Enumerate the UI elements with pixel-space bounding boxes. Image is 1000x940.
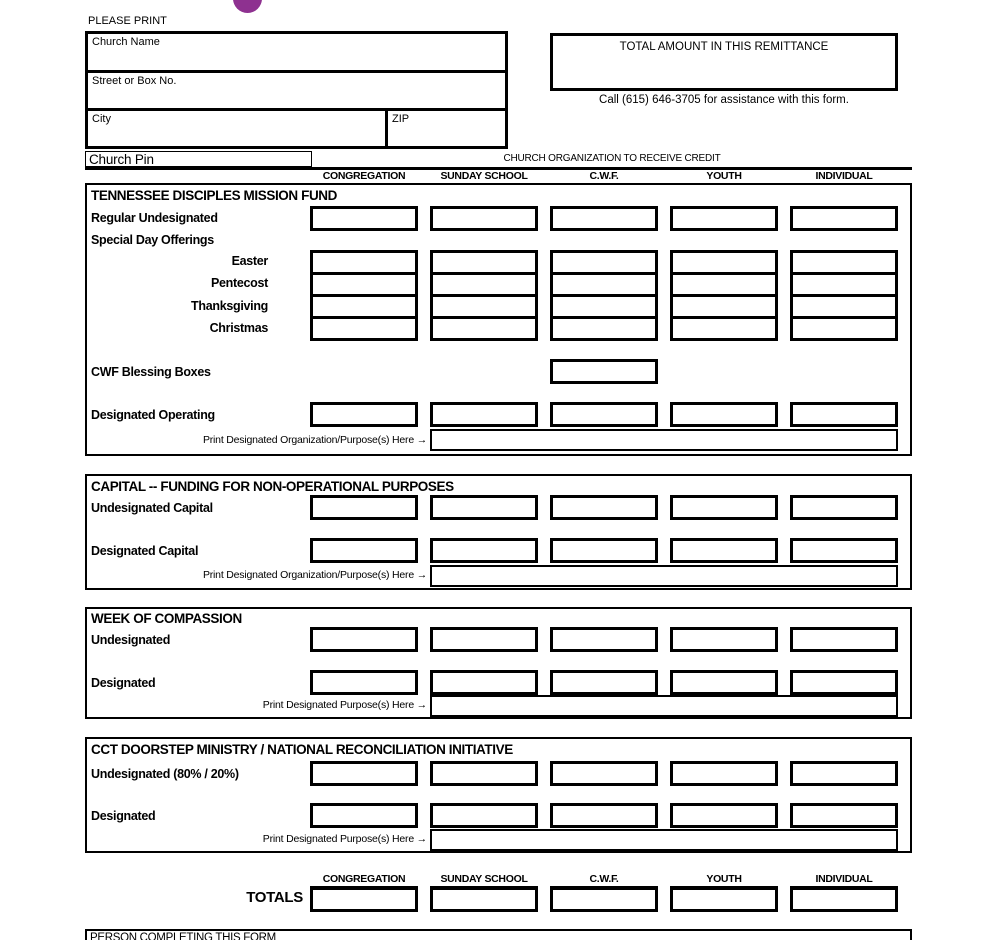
- amount-box[interactable]: [310, 761, 418, 786]
- amount-box[interactable]: [430, 206, 538, 231]
- amount-box[interactable]: [670, 627, 778, 652]
- amount-box[interactable]: [430, 803, 538, 828]
- amount-box[interactable]: [790, 495, 898, 520]
- amount-box[interactable]: [790, 803, 898, 828]
- print-designated-label: Print Designated Organization/Purpose(s) Here →: [202, 434, 427, 446]
- section-title: CCT DOORSTEP MINISTRY / NATIONAL RECONCILIATION INITIATIVE: [91, 742, 513, 757]
- church-address-block: [85, 31, 508, 149]
- designated-purpose-input[interactable]: [430, 695, 898, 717]
- amount-box[interactable]: [670, 670, 778, 695]
- church-pin-label: Church Pin: [89, 152, 154, 167]
- designated-capital-label: Designated Capital: [91, 544, 199, 558]
- amount-box[interactable]: [550, 627, 658, 652]
- zip-label: ZIP: [392, 113, 410, 125]
- amount-box[interactable]: [310, 206, 418, 231]
- city-label: City: [92, 113, 111, 125]
- regular-undesignated-boxes: [310, 206, 898, 231]
- amount-box[interactable]: [310, 627, 418, 652]
- amount-box[interactable]: [430, 495, 538, 520]
- church-name-label: Church Name: [92, 36, 160, 48]
- amount-box[interactable]: [790, 402, 898, 427]
- amount-box[interactable]: [550, 803, 658, 828]
- amount-box[interactable]: [550, 538, 658, 563]
- amount-box[interactable]: [550, 887, 658, 912]
- column-header: CONGREGATION: [310, 873, 418, 888]
- amount-box[interactable]: [430, 887, 538, 912]
- column-header: SUNDAY SCHOOL: [440, 170, 528, 182]
- designated-label: Designated: [91, 809, 156, 823]
- amount-box[interactable]: [310, 538, 418, 563]
- amount-box[interactable]: [550, 761, 658, 786]
- section-week-of-compassion: [85, 607, 912, 719]
- amount-box[interactable]: [790, 627, 898, 652]
- section-capital: [85, 474, 912, 590]
- amount-box[interactable]: [790, 887, 898, 912]
- special-day-heading: Special Day Offerings: [91, 233, 214, 247]
- amount-box[interactable]: [670, 495, 778, 520]
- amount-box[interactable]: [670, 402, 778, 427]
- amount-box[interactable]: [310, 670, 418, 695]
- regular-undesignated-label: Regular Undesignated: [91, 211, 218, 225]
- amount-box[interactable]: [670, 538, 778, 563]
- undesignated-label: Undesignated: [91, 633, 171, 647]
- church-pin-field[interactable]: [85, 151, 312, 167]
- thanksgiving-label: Thanksgiving: [191, 299, 268, 313]
- amount-box[interactable]: [550, 316, 658, 341]
- totals-boxes: [310, 887, 898, 912]
- undesignated-capital-boxes: [310, 495, 898, 520]
- easter-label: Easter: [231, 254, 268, 268]
- print-designated-label: Print Designated Purpose(s) Here →: [262, 833, 427, 845]
- column-header: INDIVIDUAL: [815, 170, 873, 182]
- print-designated-label: Print Designated Organization/Purpose(s) Here →: [202, 569, 427, 581]
- amount-box[interactable]: [790, 670, 898, 695]
- designated-purpose-input[interactable]: [430, 565, 898, 587]
- amount-box[interactable]: [430, 538, 538, 563]
- pentecost-label: Pentecost: [210, 276, 268, 290]
- undesignated-8020-label: Undesignated (80% / 20%): [91, 767, 239, 781]
- amount-box[interactable]: [790, 538, 898, 563]
- section-title: CAPITAL -- FUNDING FOR NON-OPERATIONAL PURPOSES: [91, 479, 454, 494]
- totals-column-header-row: [310, 873, 898, 888]
- amount-box[interactable]: [310, 402, 418, 427]
- section-mission-fund: [85, 183, 912, 456]
- print-designated-label: Print Designated Purpose(s) Here →: [262, 699, 427, 711]
- undesignated-capital-label: Undesignated Capital: [91, 501, 213, 515]
- amount-box[interactable]: [430, 316, 538, 341]
- column-header: C.W.F.: [589, 170, 619, 182]
- designated-operating-label: Designated Operating: [91, 408, 215, 422]
- designated-boxes: [310, 803, 898, 828]
- person-completing-form-label: PERSON COMPLETING THIS FORM: [90, 932, 276, 940]
- total-amount-field[interactable]: [550, 33, 898, 91]
- undesignated-boxes: [310, 761, 898, 786]
- column-header: C.W.F.: [550, 873, 658, 888]
- designated-label: Designated: [91, 676, 156, 690]
- street-field[interactable]: [88, 70, 505, 108]
- designated-purpose-input[interactable]: [430, 429, 898, 451]
- amount-box[interactable]: [310, 316, 418, 341]
- amount-box[interactable]: [310, 495, 418, 520]
- credit-header: CHURCH ORGANIZATION TO RECEIVE CREDIT: [503, 153, 721, 164]
- church-pin-row: [85, 151, 912, 170]
- amount-box[interactable]: [670, 887, 778, 912]
- amount-box[interactable]: [430, 670, 538, 695]
- amount-box[interactable]: [790, 761, 898, 786]
- column-header-row: [310, 170, 898, 182]
- amount-box[interactable]: [790, 316, 898, 341]
- designated-capital-boxes: [310, 538, 898, 563]
- amount-box[interactable]: [430, 627, 538, 652]
- designated-purpose-input[interactable]: [430, 829, 898, 851]
- amount-box[interactable]: [670, 206, 778, 231]
- cwf-blessing-amount-box[interactable]: [550, 359, 658, 384]
- amount-box[interactable]: [550, 402, 658, 427]
- column-header: INDIVIDUAL: [790, 873, 898, 888]
- zip-field[interactable]: [385, 111, 505, 146]
- amount-box[interactable]: [310, 803, 418, 828]
- amount-box[interactable]: [670, 761, 778, 786]
- column-header: SUNDAY SCHOOL: [430, 873, 538, 888]
- christmas-boxes: [310, 316, 898, 341]
- please-print-label: PLEASE PRINT: [88, 15, 167, 27]
- column-header: YOUTH: [670, 873, 778, 888]
- street-label: Street or Box No.: [92, 75, 177, 87]
- designated-boxes: [310, 670, 898, 695]
- section-cct-doorstep: [85, 737, 912, 853]
- assistance-note: Call (615) 646-3705 for assistance with this form.: [599, 94, 849, 106]
- church-name-field[interactable]: [88, 34, 505, 70]
- amount-box[interactable]: [550, 206, 658, 231]
- cwf-blessing-label: CWF Blessing Boxes: [91, 365, 211, 379]
- section-title: WEEK OF COMPASSION: [91, 611, 242, 626]
- amount-box[interactable]: [790, 206, 898, 231]
- column-header: YOUTH: [706, 170, 742, 182]
- amount-box[interactable]: [670, 316, 778, 341]
- amount-box[interactable]: [670, 803, 778, 828]
- amount-box[interactable]: [430, 402, 538, 427]
- column-header: CONGREGATION: [322, 170, 406, 182]
- chalice-logo-icon: [233, 0, 262, 13]
- amount-box[interactable]: [310, 887, 418, 912]
- amount-box[interactable]: [550, 495, 658, 520]
- section-title: TENNESSEE DISCIPLES MISSION FUND: [91, 188, 337, 203]
- person-completing-form-section[interactable]: [85, 929, 912, 940]
- total-amount-label: TOTAL AMOUNT IN THIS REMITTANCE: [619, 41, 829, 53]
- amount-box[interactable]: [430, 761, 538, 786]
- city-field[interactable]: [88, 111, 385, 146]
- designated-operating-boxes: [310, 402, 898, 427]
- totals-label: TOTALS: [246, 889, 303, 906]
- undesignated-boxes: [310, 627, 898, 652]
- christmas-label: Christmas: [209, 321, 268, 335]
- amount-box[interactable]: [550, 670, 658, 695]
